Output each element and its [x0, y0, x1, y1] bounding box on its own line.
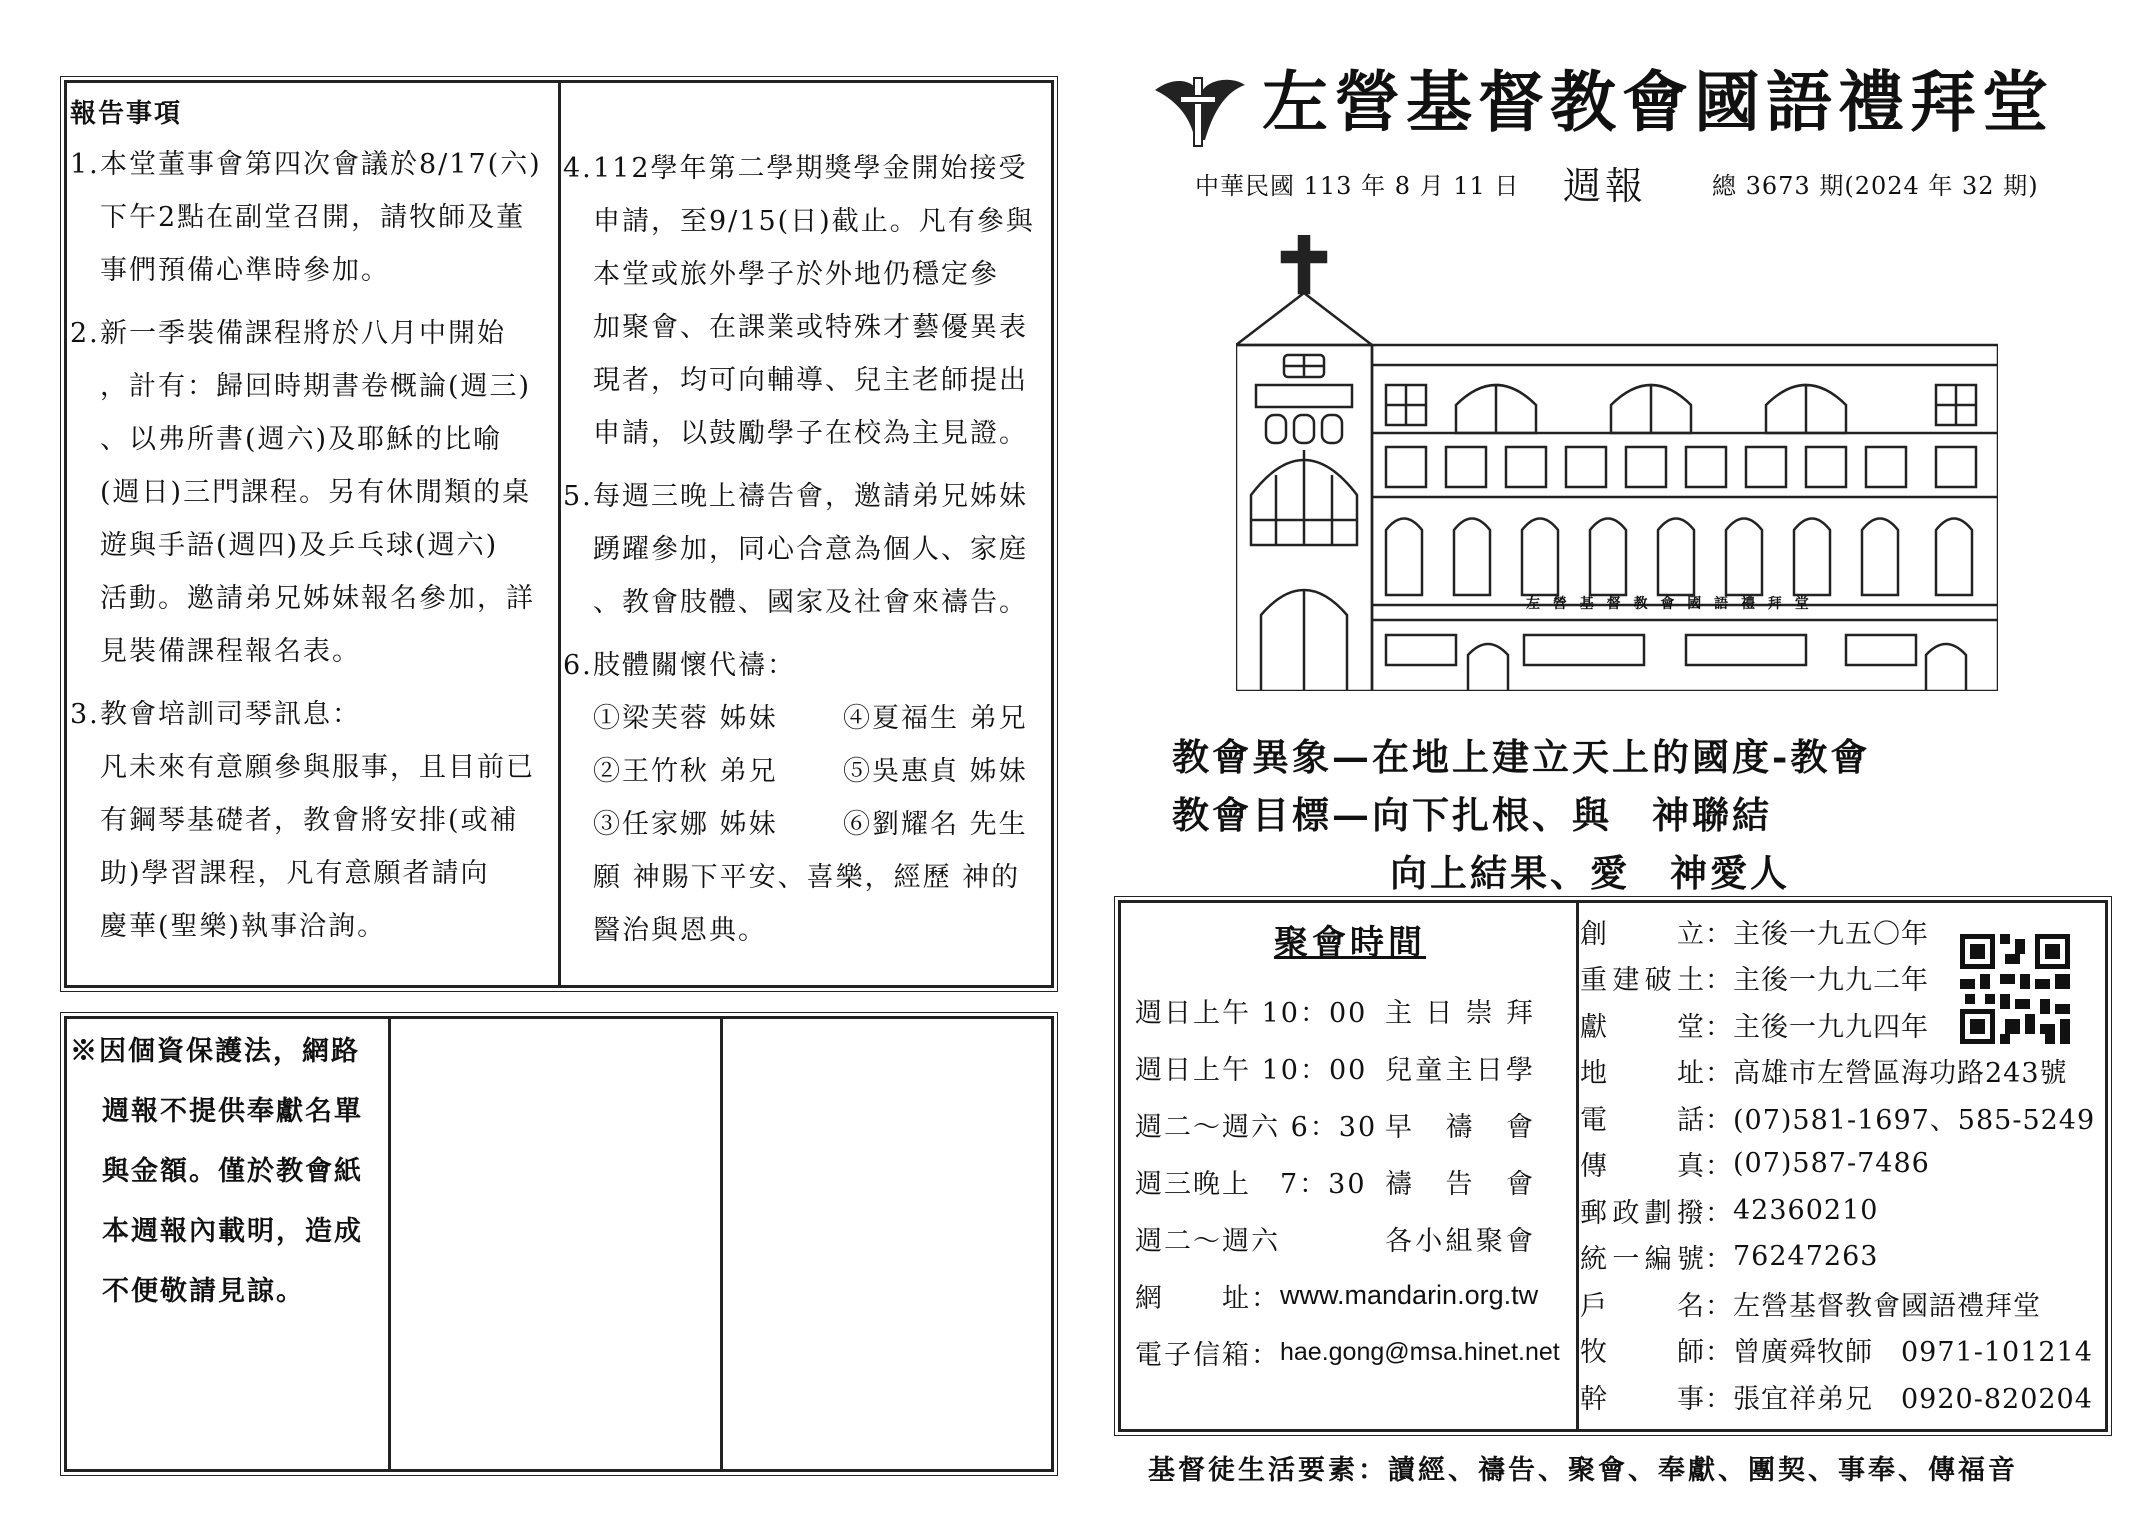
announcement-line: 5.每週三晚上禱告會，邀請弟兄姊妹 [563, 470, 1053, 523]
info-value: (07)581-1697、585-5249 [1733, 1104, 2096, 1136]
meeting-time: 週三晚上 7：30 [1135, 1169, 1367, 1200]
announcements-right-column [563, 142, 1053, 957]
info-label: 傳真 [1580, 1151, 1705, 1183]
email-label: 電子信箱： [1135, 1340, 1280, 1371]
announcement-line: 3.教會培訓司琴訊息： [70, 688, 560, 741]
info-row [1580, 1141, 2100, 1188]
prayer-closing-line: 願 神賜下平安、喜樂，經歷 神的 [593, 862, 1021, 893]
announcement-line: 申請，至9/15(日)截止。凡有參與 [593, 206, 1035, 237]
vision-statement [1172, 728, 1870, 902]
info-label: 創立 [1580, 918, 1705, 950]
vision-line-3: 向上結果、愛 神愛人 [1390, 851, 1790, 895]
announcement-line: 下午2點在副堂召開，請牧師及董 [100, 202, 526, 233]
church-building-illustration [1236, 235, 1998, 691]
meeting-name: 主 日 崇 拜 [1385, 998, 1535, 1029]
meeting-name: 各小組聚會 [1385, 1226, 1535, 1257]
announcement-number: 2. [70, 318, 100, 349]
prayer-item: ④夏福生 弟兄 [843, 703, 1028, 734]
meeting-row [1135, 982, 1565, 1039]
prayer-closing-line: 醫治與恩典。 [593, 915, 767, 946]
info-label: 幹事 [1580, 1383, 1705, 1415]
info-row [1580, 1094, 2100, 1141]
meeting-name: 禱 告 會 [1385, 1169, 1535, 1200]
info-label: 地址 [1580, 1058, 1705, 1090]
announcement-number: 3. [70, 699, 100, 730]
info-value: 42360210 [1733, 1194, 1879, 1226]
info-label: 電話 [1580, 1104, 1705, 1136]
info-colon: ： [1705, 1244, 1733, 1276]
info-colon: ： [1705, 1337, 1733, 1369]
announcement-line: (週日)三門課程。另有休閒類的桌 [100, 477, 532, 508]
meeting-row [1135, 1210, 1565, 1267]
qr-code-icon[interactable] [1960, 934, 2070, 1044]
info-colon: ： [1705, 1197, 1733, 1229]
meetings-title: 聚會時間 [1274, 923, 1426, 963]
announcement-line: 見裝備課程報名表。 [100, 636, 361, 667]
info-label: 獻堂 [1580, 1011, 1705, 1043]
info-value: 高雄市左營區海功路243號 [1733, 1058, 2068, 1090]
bulletin-issue: 總 3673 期(2024 年 32 期) [1712, 172, 2039, 200]
info-value: 曾廣舜牧師 0971-101214 [1733, 1337, 2093, 1369]
announcement-number: 4. [563, 153, 593, 184]
meeting-time: 週日上午 10：00 [1135, 998, 1368, 1029]
meeting-time: 週二～週六 6：30 [1135, 1112, 1378, 1143]
info-label: 重建破土 [1580, 965, 1705, 997]
announcement-line: 慶華(聖樂)執事洽詢。 [100, 911, 387, 942]
info-value: 左營基督教會國語禮拜堂 [1733, 1290, 2041, 1322]
announcement-line: 遊與手語(週四)及乒乓球(週六) [100, 530, 499, 561]
vision-line-1: 教會異象—在地上建立天上的國度-教會 [1172, 735, 1871, 779]
prayer-item: ⑤吳惠貞 姊妹 [843, 756, 1028, 787]
announcement-line: 有鋼琴基礎者，教會將安排(或補 [100, 805, 519, 836]
announcement-line: 凡未來有意願參與服事，且目前已 [100, 752, 535, 783]
bulletin-label: 週報 [1563, 164, 1648, 208]
announcement-item [70, 138, 560, 297]
info-colon: ： [1705, 1151, 1733, 1183]
info-label: 戶名 [1580, 1290, 1705, 1322]
meeting-name: 兒童主日學 [1385, 1055, 1535, 1086]
website-label: 網 址： [1135, 1283, 1280, 1314]
info-colon: ： [1705, 1058, 1733, 1090]
bulletin-date: 中華民國 113 年 8 月 11 日 [1195, 172, 1520, 200]
info-colon: ： [1705, 1104, 1733, 1136]
announcement-number: 5. [563, 481, 593, 512]
prayer-item: ③任家娜 姊妹 [593, 809, 778, 840]
info-colon: ： [1705, 1011, 1733, 1043]
meeting-row [1135, 1153, 1565, 1210]
church-logo-icon [1150, 70, 1250, 150]
announcement-line: 4.112學年第二學期獎學金開始接受 [563, 142, 1053, 195]
info-divider [1576, 900, 1579, 1432]
announcement-line: 活動。邀請弟兄姊妹報名參加，詳 [100, 583, 535, 614]
meeting-name: 早 禱 會 [1385, 1112, 1535, 1143]
announcements-title: 報告事項 [70, 99, 183, 129]
meeting-row [1135, 1039, 1565, 1096]
info-colon: ： [1705, 1383, 1733, 1415]
info-value: 主後一九五〇年 [1733, 918, 1929, 950]
announcement-item [563, 470, 1053, 629]
info-label: 牧師 [1580, 1337, 1705, 1369]
announcement-line: 本堂或旅外學子於外地仍穩定參 [593, 259, 999, 290]
privacy-notice: ※因個資保護法，網路 週報不提供奉獻名單 與金額。僅於教會紙 本週報內載明，造成 不便敬請見諒。 [70, 1036, 363, 1307]
footer-christian-life: 基督徒生活要素：讀經、禱告、聚會、奉獻、團契、事奉、傳福音 [1148, 1455, 2018, 1486]
announcement-line: 、以弗所書(週六)及耶穌的比喻 [100, 424, 503, 455]
prayer-item: ⑥劉耀名 先生 [843, 809, 1028, 840]
building-sign: 左 營 基 督 教 會 國 語 禮 拜 堂 [1526, 596, 1813, 612]
info-value: 主後一九九四年 [1733, 1011, 1929, 1043]
announcement-line: 現者，均可向輔導、兒主老師提出 [593, 365, 1028, 396]
announcement-line: ，計有：歸回時期書卷概論(週三) [100, 371, 532, 402]
announcement-line: 2.新一季裝備課程將於八月中開始 [70, 307, 560, 360]
info-value: 主後一九九二年 [1733, 965, 1929, 997]
info-row [1580, 1373, 2100, 1420]
vision-line-2: 教會目標—向下扎根、與 神聯結 [1172, 793, 1772, 837]
prayer-item: ①梁芙蓉 姊妹 [593, 703, 778, 734]
meeting-row [1135, 1096, 1565, 1153]
prayer-item: ②王竹秋 弟兄 [593, 756, 778, 787]
email-row [1135, 1324, 1565, 1381]
website-link[interactable]: www.mandarin.org.tw [1280, 1280, 1539, 1310]
email-link[interactable]: hae.gong@msa.hinet.net [1280, 1338, 1560, 1366]
info-label: 統一編號 [1580, 1244, 1705, 1276]
announcement-line: 加聚會、在課業或特殊才藝優異表 [593, 312, 1028, 343]
info-colon: ： [1705, 918, 1733, 950]
announcement-item [70, 688, 560, 953]
info-row [1580, 1187, 2100, 1234]
announcement-number: 1. [70, 149, 100, 180]
announcement-line: 申請，以鼓勵學子在校為主見證。 [593, 418, 1028, 449]
church-name: 左營基督教會國語禮拜堂 [1262, 63, 2054, 141]
info-value: 張宜祥弟兄 0920-820204 [1733, 1383, 2093, 1415]
info-label: 郵政劃撥 [1580, 1197, 1705, 1229]
announcement-line: 1.本堂董事會第四次會議於8/17(六) [70, 138, 560, 191]
website-row [1135, 1267, 1565, 1324]
info-colon: ： [1705, 1290, 1733, 1322]
announcement-line: 踴躍參加，同心合意為個人、家庭 [593, 534, 1028, 565]
info-row [1580, 1234, 2100, 1281]
announcement-item [70, 307, 560, 678]
info-row [1580, 1327, 2100, 1374]
announcements-left-column [70, 90, 560, 963]
announcement-number: 6. [563, 650, 593, 681]
announcement-line: 助)學習課程，凡有意願者請向 [100, 858, 490, 889]
info-row [1580, 1280, 2100, 1327]
meeting-time: 週二～週六 [1135, 1226, 1280, 1257]
announcement-line: 、教會肢體、國家及社會來禱告。 [593, 587, 1028, 618]
announcement-line: 事們預備心準時參加。 [100, 255, 390, 286]
info-row [1580, 1048, 2100, 1095]
announcement-line: 6.肢體關懷代禱： [563, 639, 1053, 692]
info-colon: ： [1705, 965, 1733, 997]
announcement-item [563, 639, 1053, 692]
meeting-times [1135, 918, 1565, 1381]
info-value: (07)587-7486 [1733, 1148, 1930, 1180]
meeting-time: 週日上午 10：00 [1135, 1055, 1368, 1086]
prayer-list [563, 692, 1053, 851]
announcement-item [563, 142, 1053, 460]
info-value: 76247263 [1733, 1241, 1879, 1273]
offering-divider-2 [720, 1016, 723, 1472]
